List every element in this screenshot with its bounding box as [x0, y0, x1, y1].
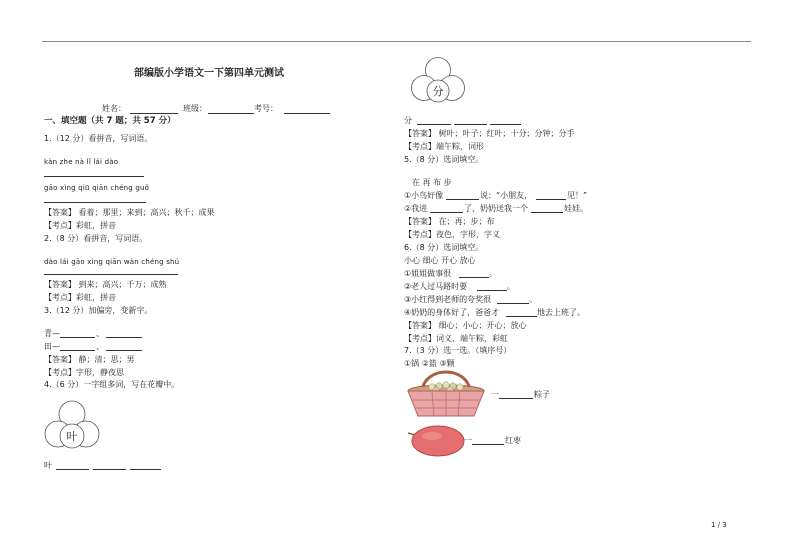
petal-center-ye: 叶	[66, 430, 78, 443]
q5-answer: 【答案】 在；再；步；布	[404, 217, 495, 226]
q4-row-fen-label: 分	[404, 116, 412, 125]
name-label: 姓名：	[102, 104, 126, 113]
q7-item1-prefix: 一	[491, 390, 499, 399]
q6-s1-part2: 。	[489, 269, 497, 278]
q2-point: 【考点】彩虹，拼音	[44, 293, 116, 302]
red-date-image	[406, 423, 466, 459]
q5-s2-part3: 娃娃。	[564, 204, 588, 213]
q5-s2-blank2[interactable]	[531, 212, 563, 213]
q5-s2-blank1[interactable]	[430, 212, 463, 213]
q6-s3-part2: 。	[529, 295, 537, 304]
q5-s2-part2: 了，奶奶送我一个	[464, 204, 528, 213]
q5-options: 在 再 布 步	[412, 178, 452, 187]
petal-diagram-ye	[42, 398, 102, 466]
q5-s1-blank2[interactable]	[536, 199, 566, 200]
q3-point: 【考点】字形，静夜思	[44, 368, 124, 377]
q5-s1-blank1[interactable]	[446, 199, 479, 200]
basket-image	[404, 370, 488, 420]
q6-options: 小心 细心 开心 放心	[404, 256, 476, 265]
q5-s2-part1: ②我进	[404, 204, 428, 213]
q4-ye-blank2[interactable]	[93, 469, 126, 470]
q5-point: 【考点】夜色，字形，字义	[404, 230, 500, 239]
q2-stem: 2.（8 分）看拼音，写词语。	[44, 234, 148, 243]
q6-s3-part1: ③小红得到老师的夸奖很	[404, 295, 492, 304]
q4-ye-blank1[interactable]	[56, 469, 89, 470]
q2-pinyin: dào lái gāo xìng qiān wàn chéng shú	[44, 258, 180, 266]
name-field[interactable]	[130, 113, 178, 114]
q6-s2-blank[interactable]	[477, 290, 507, 291]
q4-point: 【考点】端午粽，词形	[404, 142, 484, 151]
class-label: 班级：	[183, 104, 207, 113]
q3-stem: 3.（12 分）加偏旁，变新字。	[44, 306, 153, 315]
q4-fen-blank1[interactable]	[417, 124, 451, 125]
q3-line1-blank1[interactable]	[60, 337, 95, 338]
petal-center-fen: 分	[432, 85, 444, 98]
header-rule	[42, 41, 751, 42]
q6-s3-blank[interactable]	[497, 303, 529, 304]
q7-item2-prefix: 一	[464, 436, 472, 445]
q6-s1-part1: ①姐姐做事很	[404, 269, 452, 278]
q4-fen-blank2[interactable]	[454, 124, 487, 125]
q4-ye-blank3[interactable]	[130, 469, 161, 470]
class-field[interactable]	[208, 113, 254, 114]
q7-item2-blank[interactable]	[472, 444, 504, 445]
q1-answer-line-2[interactable]	[44, 202, 146, 203]
q7-stem: 7.（3 分）选一选。（填序号）	[404, 346, 512, 355]
q6-s2-part2: 。	[507, 282, 515, 291]
q5-s1-part1: ①小鸟好像	[404, 191, 444, 200]
q2-answer-line[interactable]	[44, 274, 178, 275]
q3-answer: 【答案】 静；清；思；男	[44, 355, 135, 364]
q5-stem: 5.（8 分）选词填空。	[404, 155, 484, 164]
q3-line2-blank1[interactable]	[60, 350, 95, 351]
q1-answer-line-1[interactable]	[44, 176, 144, 177]
q6-s4-part1: ④奶奶的身体好了，爸爸才	[404, 308, 500, 317]
page-title: 部编版小学语文一下第四单元测试	[134, 68, 284, 79]
q3-line1-sep: 、	[96, 329, 104, 338]
q6-s1-blank[interactable]	[459, 277, 489, 278]
q7-options: ①锅 ②篮 ③颗	[404, 359, 455, 368]
q4-answer: 【答案】 树叶；叶子；红叶；十分；分钟；分手	[404, 129, 575, 138]
petal-diagram-fen	[404, 56, 472, 112]
q2-answer: 【答案】 到来；高兴；千万；成熟	[44, 280, 167, 289]
q1-point: 【考点】彩虹，拼音	[44, 221, 116, 230]
q7-item1-suffix: 粽子	[534, 390, 550, 399]
q4-row-ye-label: 叶	[44, 461, 52, 470]
q1-pinyin-row2: gāo xìng qiū qiān chéng guǒ	[44, 184, 150, 192]
q6-answer: 【答案】 细心；小心；开心；放心	[404, 321, 527, 330]
q3-line2-sep: 、	[96, 342, 104, 351]
q7-item1-blank[interactable]	[499, 398, 533, 399]
q1-pinyin-row1: kàn zhe nà lǐ lái dào	[44, 158, 119, 166]
q5-s1-part3: 见！”	[567, 191, 588, 200]
q3-line1-blank2[interactable]	[106, 337, 142, 338]
page-number: 1 / 3	[711, 521, 727, 529]
exam-no-label: 考号：	[254, 104, 278, 113]
q6-s4-blank[interactable]	[506, 316, 537, 317]
q1-stem: 1.（12 分）看拼音，写词语。	[44, 134, 153, 143]
q6-point: 【考点】词义，端午粽，彩虹	[404, 334, 508, 343]
q7-item2-suffix: 红枣	[505, 436, 521, 445]
q3-line2-label: 田—	[44, 342, 60, 351]
q4-stem: 4.（6 分）一字组多词，写在花瓣中。	[44, 380, 180, 389]
q4-fen-blank3[interactable]	[490, 124, 521, 125]
q6-stem: 6.（8 分）选词填空。	[404, 243, 484, 252]
q1-answer: 【答案】 看着；那里；来到；高兴；秋千；成果	[44, 208, 215, 217]
exam-no-field[interactable]	[284, 113, 330, 114]
q3-line1-label: 青—	[44, 329, 60, 338]
section-heading: 一、填空题（共 7 题；共 57 分）	[44, 116, 176, 126]
q6-s4-part2: 地去上班了。	[537, 308, 585, 317]
q3-line2-blank2[interactable]	[106, 350, 142, 351]
q5-s1-part2: 说：“小朋友，	[480, 191, 533, 200]
q6-s2-part1: ②老人过马路时要	[404, 282, 468, 291]
